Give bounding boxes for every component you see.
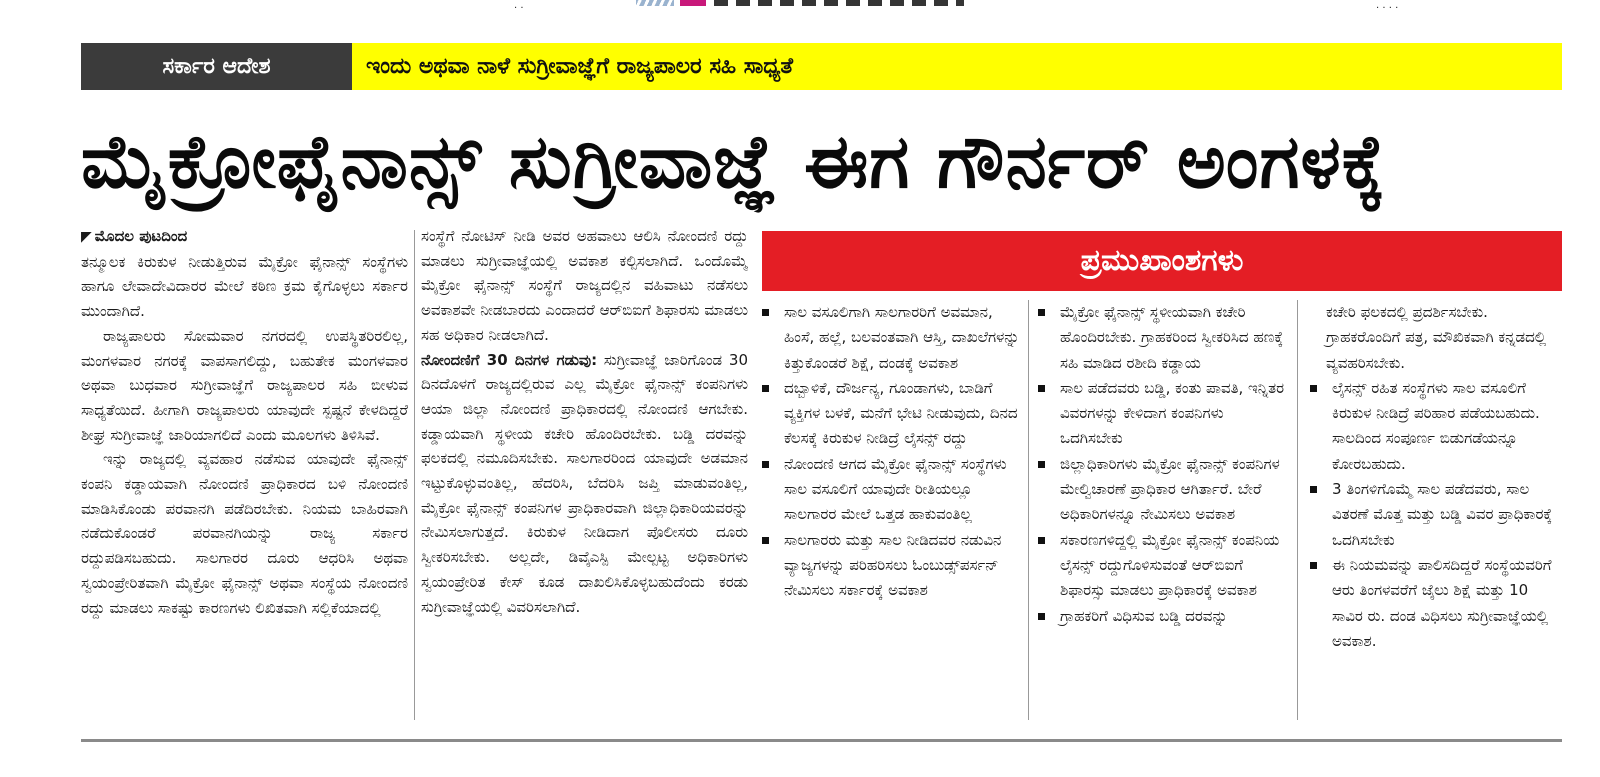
masthead-dots: · · · · bbox=[1376, 3, 1399, 14]
column-divider bbox=[414, 230, 415, 720]
highlights-column-2 bbox=[1038, 300, 1290, 730]
highlight-item bbox=[762, 528, 1020, 604]
article-paragraph: ಇನ್ನು ರಾಜ್ಯದಲ್ಲಿ ವ್ಯವಹಾರ ನಡೆಸುವ ಯಾವುದೇ ಫೈನಾನ್ಸ್ ಕಂಪನಿ ಕಡ್ಡಾಯವಾಗಿ ನೋಂದಣಿ ಪ್ರಾಧಿಕಾರದ ಬಳಿ ನೋಂದಣಿ ಮಾಡಿಸಿಕೊಂಡು ಪರವಾನಗಿ ಪಡೆದಿರಬೇಕು. ನಿಯಮ ಬಾಹಿರವಾಗಿ ನಡೆದುಕೊಂಡರೆ ಪರವಾನಗಿಯನ್ನು ರಾಜ್ಯ ಸರ್ಕಾರ ರದ್ದುಪಡಿಸಬಹುದು. ಸಾಲಗಾರರ ದೂರು ಆಧರಿಸಿ ಅಥವಾ ಸ್ವಯಂಪ್ರೇರಿತವಾಗಿ ಮೈಕ್ರೋ ಫೈನಾನ್ಸ್ ಅಥವಾ ಸಂಸ್ಥೆಯ ನೋಂದಣಿ ರದ್ದು ಮಾಡಲು ಸಾಕಷ್ಟು ಕಾರಣಗಳು ಲಿಖಿತವಾಗಿ ಸಲ್ಲಿಕೆಯಾದಲ್ಲಿ bbox=[81, 450, 408, 617]
highlight-text: ಗ್ರಾಹಕರಿಗೆ ವಿಧಿಸುವ ಬಡ್ಡಿ ದರವನ್ನು bbox=[1060, 606, 1228, 625]
article-paragraph: ಸಂಸ್ಥೆಗೆ ನೋಟಿಸ್ ನೀಡಿ ಅವರ ಅಹವಾಲು ಆಲಿಸಿ ನೋಂದಣಿ ರದ್ದು ಮಾಡಲು ಸುಗ್ರೀವಾಜ್ಞೆಯಲ್ಲಿ ಅವಕಾಶ ಕಲ್ಪಿಸಲಾಗಿದೆ. ಒಂದೊಮ್ಮೆ ಮೈಕ್ರೋ ಫೈನಾನ್ಸ್ ಸಂಸ್ಥೆಗೆ ರಾಜ್ಯದಲ್ಲಿನ ವಹಿವಾಟು ನಡೆಸಲು ಅವಕಾಶವೇ ನೀಡಬಾರದು ಎಂದಾದರೆ ಆರ್‌ಬಿಐಗೆ ಶಿಫಾರಸು ಮಾಡಲು ಸಹ ಅಧಿಕಾರ ನೀಡಲಾಗಿದೆ. bbox=[421, 227, 748, 344]
bullet-icon bbox=[1310, 486, 1317, 493]
headline: ಮೈಕ್ರೋಫೈನಾನ್ಸ್ ಸುಗ್ರೀವಾಜ್ಞೆ ಈಗ ಗೌರ್ನರ್ ಅಂಗಳಕ್ಕೆ bbox=[81, 119, 1386, 205]
masthead-strip bbox=[0, 0, 1600, 20]
logo-stripes bbox=[636, 0, 674, 6]
highlight-text: ಸಾಲ ಪಡೆದವರು ಬಡ್ಡಿ, ಕಂತು ಪಾವತಿ, ಇನ್ನಿತರ ವಿವರಗಳನ್ನು ಕೇಳಿದಾಗ ಕಂಪನಿಗಳು ಒದಗಿಸಬೇಕು bbox=[1060, 378, 1285, 448]
article-paragraph: ತನ್ಮೂಲಕ ಕಿರುಕುಳ ನೀಡುತ್ತಿರುವ ಮೈಕ್ರೋ ಫೈನಾನ್ಸ್ ಸಂಸ್ಥೆಗಳು ಹಾಗೂ ಲೇವಾದೇವಿದಾರರ ಮೇಲೆ ಕಠಿಣ ಕ್ರಮ ಕೈಗೊಳ್ಳಲು ಸರ್ಕಾರ ಮುಂದಾಗಿದೆ. bbox=[81, 252, 408, 321]
bullet-icon bbox=[762, 461, 769, 468]
bullet-icon bbox=[1038, 309, 1045, 316]
highlight-text: ಸಾಲಗಾರರು ಮತ್ತು ಸಾಲ ನೀಡಿದವರ ನಡುವಿನ ವ್ಯಾಜ್ಯಗಳನ್ನು ಪರಿಹರಿಸಲು ಓಂಬುಡ್ಸ್‌ಪರ್ಸನ್ ನೇಮಿಸಲು ಸರ್ಕಾರಕ್ಕೆ ಅವಕಾಶ bbox=[784, 530, 1002, 600]
highlight-item bbox=[762, 376, 1020, 452]
highlight-item bbox=[762, 300, 1020, 376]
bullet-icon bbox=[762, 385, 769, 392]
highlights-banner: ಪ್ರಮುಖಾಂಶಗಳು bbox=[762, 231, 1562, 291]
highlight-text: ದಬ್ಬಾಳಿಕೆ, ದೌರ್ಜನ್ಯ, ಗೂಂಡಾಗಳು, ಬಾಡಿಗೆ ವ್ಯಕ್ತಿಗಳ ಬಳಕೆ, ಮನೆಗೆ ಭೇಟಿ ನೀಡುವುದು, ದಿನದ ಕೆಲಸಕ್ಕೆ ಕಿರುಕುಳ ನೀಡಿದ್ರೆ ಲೈಸನ್ಸ್ ರದ್ದು bbox=[784, 378, 1018, 448]
bullet-icon bbox=[1038, 613, 1045, 620]
highlight-item bbox=[1038, 376, 1290, 452]
highlight-item bbox=[1038, 528, 1290, 604]
highlight-text: 3 ತಿಂಗಳಿಗೊಮ್ಮೆ ಸಾಲ ಪಡೆದವರು, ಸಾಲ ವಿತರಣೆ ಮೊತ್ತ ಮತ್ತು ಬಡ್ಡಿ ವಿವರ ಪ್ರಾಧಿಕಾರಕ್ಕೆ ಒದಗಿಸಬೇಕು bbox=[1332, 480, 1553, 549]
highlight-text: ಈ ನಿಯಮವನ್ನು ಪಾಲಿಸದಿದ್ದರೆ ಸಂಸ್ಥೆಯವರಿಗೆ ಆರು ತಿಂಗಳವರೆಗೆ ಜೈಲು ಶಿಕ್ಷೆ ಮತ್ತು 10 ಸಾವಿರ ರು. ದಂಡ ವಿಧಿಸಲು ಸುಗ್ರೀವಾಜ್ಞೆಯಲ್ಲಿ ಅವಕಾಶ. bbox=[1332, 555, 1552, 650]
column-divider bbox=[1028, 300, 1029, 720]
highlight-text: ಸಕಾರಣಗಳಿದ್ದಲ್ಲಿ ಮೈಕ್ರೋ ಫೈನಾನ್ಸ್ ಕಂಪನಿಯ ಲೈಸನ್ಸ್ ರದ್ದುಗೊಳಿಸುವಂತೆ ಆರ್‌ಬಿಐಗೆ ಶಿಫಾರಸ್ಸು ಮಾಡಲು ಪ್ರಾಧಿಕಾರಕ್ಕೆ ಅವಕಾಶ bbox=[1060, 530, 1280, 600]
highlights-column-3 bbox=[1310, 300, 1562, 730]
kicker-text: ಇಂದು ಅಥವಾ ನಾಳೆ ಸುಗ್ರೀವಾಜ್ಞೆಗೆ ರಾಜ್ಯಪಾಲರ ಸಹಿ ಸಾಧ್ಯತೆ bbox=[352, 43, 1562, 90]
bullet-icon bbox=[1310, 562, 1317, 569]
masthead-dots: · · bbox=[514, 3, 524, 14]
highlight-item bbox=[762, 452, 1020, 528]
highlight-item bbox=[1038, 604, 1290, 629]
highlight-text: ಸಾಲ ವಸೂಲಿಗಾಗಿ ಸಾಲಗಾರರಿಗೆ ಅವಮಾನ, ಹಿಂಸೆ, ಹಲ್ಲೆ, ಬಲವಂತವಾಗಿ ಆಸ್ತಿ, ದಾಖಲೆಗಳನ್ನು ಕಿತ್ತುಕೊಂಡರೆ ಶಿಕ್ಷೆ, ದಂಡಕ್ಕೆ ಅವಕಾಶ bbox=[784, 303, 1020, 372]
bullet-icon bbox=[1310, 385, 1317, 392]
kicker-bar bbox=[81, 43, 1562, 90]
column-divider bbox=[1297, 300, 1298, 720]
highlight-text: ಲೈಸನ್ಸ್ ರಹಿತ ಸಂಸ್ಥೆಗಳು ಸಾಲ ವಸೂಲಿಗೆ ಕಿರುಕುಳ ನೀಡಿದ್ರೆ ಪರಿಹಾರ ಪಡೆಯಬಹುದು. ಸಾಲದಿಂದ ಸಂಪೂರ್ಣ ಬಿಡುಗಡೆಯನ್ನೂ ಕೋರಬಹುದು. bbox=[1332, 378, 1540, 473]
highlights-column-1 bbox=[762, 300, 1020, 730]
newspaper-logo bbox=[636, 0, 966, 10]
highlight-item bbox=[1310, 553, 1562, 654]
article-paragraph-text: ಸುಗ್ರೀವಾಜ್ಞೆ ಜಾರಿಗೊಂಡ 30 ದಿನದೊಳಗೆ ರಾಜ್ಯದಲ್ಲಿರುವ ಎಲ್ಲ ಮೈಕ್ರೋ ಫೈನಾನ್ಸ್ ಕಂಪನಿಗಳು ಆಯಾ ಜಿಲ್ಲಾ ನೋಂದಣಿ ಪ್ರಾಧಿಕಾರದಲ್ಲಿ ನೋಂದಣಿ ಆಗಬೇಕು. ಕಡ್ಡಾಯವಾಗಿ ಸ್ಥಳೀಯ ಕಚೇರಿ ಹೊಂದಿರಬೇಕು. ಬಡ್ಡಿ ದರವನ್ನು ಫಲಕದಲ್ಲಿ ನಮೂದಿಸಬೇಕು. ಸಾಲಗಾರರಿಂದ ಯಾವುದೇ ಅಡಮಾನ ಇಟ್ಟುಕೊಳ್ಳುವಂತಿಲ್ಲ, ಹೆದರಿಸಿ, ಬೆದರಿಸಿ ಜಪ್ತಿ ಮಾಡುವಂತಿಲ್ಲ, ಮೈಕ್ರೋ ಫೈನಾನ್ಸ್ ಕಂಪನಿಗಳ ಪ್ರಾಧಿಕಾರವಾಗಿ ಜಿಲ್ಲಾಧಿಕಾರಿಯವರನ್ನು ನೇಮಿಸಲಾಗುತ್ತದೆ. ಕಿರುಕುಳ ನೀಡಿದಾಗ ಪೊಲೀಸರು ದೂರು ಸ್ವೀಕರಿಸಬೇಕು. ಅಲ್ಲದೇ, ಡಿವೈಎಸ್ಪಿ ಮೇಲ್ಪಟ್ಟ ಅಧಿಕಾರಿಗಳು ಸ್ವಯಂಪ್ರೇರಿತ ಕೇಸ್ ಕೂಡ ದಾಖಲಿಸಿಕೊಳ್ಳಬಹುದೆಂದು ಕರಡು ಸುಗ್ರೀವಾಜ್ಞೆಯಲ್ಲಿ ವಿವರಿಸಲಾಗಿದೆ. bbox=[421, 350, 748, 616]
logo-wordmark bbox=[714, 0, 964, 6]
highlight-text: ಮೈಕ್ರೋ ಫೈನಾನ್ಸ್ ಸ್ಥಳೀಯವಾಗಿ ಕಚೇರಿ ಹೊಂದಿರಬೇಕು. ಗ್ರಾಹಕರಿಂದ ಸ್ವೀಕರಿಸಿದ ಹಣಕ್ಕೆ ಸಹಿ ಮಾಡಿದ ರಶೀದಿ ಕಡ್ಡಾಯ bbox=[1060, 303, 1284, 372]
article-paragraph bbox=[421, 348, 748, 620]
bullet-icon bbox=[1038, 537, 1045, 544]
article-column-2 bbox=[421, 224, 748, 724]
logo-pink-block bbox=[680, 0, 706, 6]
highlight-text: ಕಚೇರಿ ಫಲಕದಲ್ಲಿ ಪ್ರದರ್ಶಿಸಬೇಕು. ಗ್ರಾಹಕರೊಂದಿಗೆ ಪತ್ರ, ಮೌಖಿಕವಾಗಿ ಕನ್ನಡದಲ್ಲಿ ವ್ಯವಹರಿಸಬೇಕು. bbox=[1326, 303, 1547, 372]
article-subhead: ನೋಂದಣಿಗೆ 30 ದಿನಗಳ ಗಡುವು: bbox=[421, 350, 598, 369]
bullet-icon bbox=[1038, 461, 1045, 468]
highlight-item bbox=[1038, 300, 1290, 376]
bullet-icon bbox=[762, 537, 769, 544]
highlight-text: ಜಿಲ್ಲಾಧಿಕಾರಿಗಳು ಮೈಕ್ರೋ ಫೈನಾನ್ಸ್ ಕಂಪನಿಗಳ ಮೇಲ್ವಿಚಾರಣೆ ಪ್ರಾಧಿಕಾರ ಆಗಿರ್ತಾರೆ. ಬೇರೆ ಅಧಿಕಾರಿಗಳನ್ನೂ ನೇಮಿಸಲು ಅವಕಾಶ bbox=[1060, 454, 1280, 524]
highlight-continuation bbox=[1310, 300, 1562, 376]
article-column-1 bbox=[81, 224, 408, 724]
continued-from-front bbox=[81, 224, 408, 250]
highlight-item bbox=[1310, 376, 1562, 477]
highlight-item bbox=[1310, 477, 1562, 553]
bullet-icon bbox=[762, 309, 769, 316]
kicker-label: ಸರ್ಕಾರ ಆದೇಶ bbox=[81, 43, 352, 90]
bottom-rule bbox=[81, 739, 1562, 742]
highlight-item bbox=[1038, 452, 1290, 528]
highlight-text: ನೋಂದಣಿ ಆಗದ ಮೈಕ್ರೋ ಫೈನಾನ್ಸ್ ಸಂಸ್ಥೆಗಳು ಸಾಲ ವಸೂಲಿಗೆ ಯಾವುದೇ ರೀತಿಯಲ್ಲೂ ಸಾಲಗಾರರ ಮೇಲೆ ಒತ್ತಡ ಹಾಕುವಂತಿಲ್ಲ bbox=[784, 454, 1007, 524]
arrow-icon: ◤ bbox=[81, 229, 92, 245]
continued-label: ಮೊದಲ ಪುಟದಿಂದ bbox=[94, 227, 188, 245]
article-paragraph: ರಾಜ್ಯಪಾಲರು ಸೋಮವಾರ ನಗರದಲ್ಲಿ ಉಪಸ್ಥಿತರಿರಲಿಲ್ಲ, ಮಂಗಳವಾರ ನಗರಕ್ಕೆ ವಾಪಸಾಗಲಿದ್ದು, ಬಹುತೇಕ ಮಂಗಳವಾರ ಅಥವಾ ಬುಧವಾರ ಸುಗ್ರೀವಾಜ್ಞೆಗೆ ರಾಜ್ಯಪಾಲರ ಸಹಿ ಬೀಳುವ ಸಾಧ್ಯತೆಯಿದೆ. ಹೀಗಾಗಿ ರಾಜ್ಯಪಾಲರು ಯಾವುದೇ ಸ್ಪಷ್ಟನೆ ಕೇಳದಿದ್ದರೆ ಶೀಘ್ರ ಸುಗ್ರೀವಾಜ್ಞೆ ಜಾರಿಯಾಗಲಿದೆ ಎಂದು ಮೂಲಗಳು ತಿಳಿಸಿವೆ. bbox=[81, 326, 408, 444]
bullet-icon bbox=[1038, 385, 1045, 392]
